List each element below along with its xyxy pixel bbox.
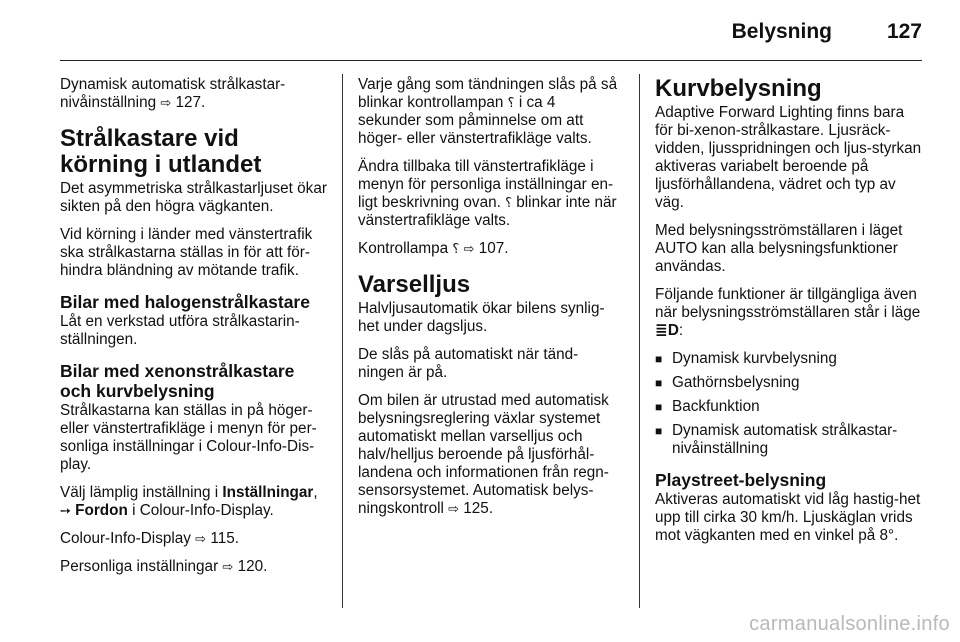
paragraph: Strålkastarna kan ställas in på höger- eller vänstertrafikläge i menyn för per-sonliga inställningar i Colour-Info-Dis-play.: [60, 402, 317, 473]
column-middle: [358, 76, 620, 528]
paragraph: Varje gång som tändningen slås på så blinkar kontrollampan ⸮ i ca 4 sekunder som påminnelse om att höger- eller vänstertrafikläge valts.: [358, 76, 618, 147]
page-reference[interactable]: 125.: [463, 500, 494, 517]
paragraph: Med belysningsströmställaren i läget AUTO kan alla belysningsfunktioner användas.: [655, 222, 903, 275]
headlight-icon: ≣D: [655, 322, 679, 339]
page-reference[interactable]: 127.: [175, 94, 206, 111]
reference-arrow-icon: ⇨: [195, 531, 207, 546]
paragraph: Halvljusautomatik ökar bilens synlig-het under dagsljus.: [358, 300, 605, 335]
subsection-heading: Playstreet-belysning: [655, 470, 827, 490]
watermark: carmanualsonline.info: [749, 613, 950, 635]
list-item: ■ Dynamisk automatisk strålkastar-nivåinställning: [655, 422, 925, 458]
function-list: [655, 350, 925, 458]
subsection-heading: Bilar med halogenstrålkastare: [60, 292, 310, 312]
paragraph: Colour-Info-Display ⇨ 115.: [60, 530, 239, 547]
paragraph: Ändra tillbaka till vänstertrafikläge i menyn för personliga inställningar en-ligt beskrivning ovan. ⸮ blinkar inte när vänstertrafikläge valts.: [358, 158, 617, 229]
list-item: ■ Dynamisk kurvbelysning: [655, 350, 925, 368]
lamp-icon: ⸮: [505, 195, 513, 210]
paragraph: Om bilen är utrustad med automatisk belysningsreglering växlar systemet automatiskt mellan varselljus och halv/helljus beroende på ljusförhål-landena och informationen från regn-sensorsystemet. Automatisk belys-ningskontroll ⇨ 125.: [358, 392, 609, 517]
reference-arrow-icon: ⇨: [222, 559, 234, 574]
list-item: ■ Gathörnsbelysning: [655, 374, 925, 392]
paragraph: Dynamisk automatisk strålkastar-nivåinställning ⇨ 127.: [60, 76, 286, 111]
column-right: [655, 76, 925, 555]
page-reference[interactable]: 120.: [237, 558, 268, 575]
paragraph: Det asymmetriska strålkastarljuset ökar sikten på den högra vägkanten.: [60, 180, 327, 215]
paragraph: Vid körning i länder med vänstertrafik ska strålkastarna ställas in för att för-hindra bländning av mötande trafik.: [60, 226, 313, 279]
menu-term: Fordon: [75, 502, 128, 519]
paragraph: De slås på automatiskt när tänd-ningen är på.: [358, 346, 579, 381]
paragraph: Personliga inställningar ⇨ 120.: [60, 558, 268, 575]
header-title: Belysning: [731, 20, 832, 43]
paragraph: Välj lämplig inställning i Inställningar, ➙ Fordon i Colour-Info-Display.: [60, 484, 318, 519]
page-header: [60, 0, 922, 61]
section-heading: Strålkastare vid körning i utlandet: [60, 125, 262, 178]
list-item: ■ Backfunktion: [655, 398, 925, 416]
subsection-heading: Bilar med xenonstrålkastare och kurvbelysning: [60, 361, 295, 401]
menu-term: Inställningar: [222, 484, 314, 501]
reference-arrow-icon: ⇨: [463, 241, 475, 256]
page-reference[interactable]: 115.: [210, 530, 239, 547]
page-reference[interactable]: 107.: [478, 240, 509, 257]
switch-position-label: AUTO: [655, 240, 698, 257]
section-heading: Kurvbelysning: [655, 75, 822, 102]
paragraph: Kontrollampa ⸮ ⇨ 107.: [358, 240, 509, 257]
lamp-icon: ⸮: [452, 241, 460, 256]
column-divider: [639, 74, 640, 608]
paragraph: Adaptive Forward Lighting finns bara för bi-xenon-strålkastare. Ljusräck-vidden, ljusspridningen och ljus-styrkan aktiveras variabelt beroende på ljusförhållandena, vädret och typ av väg.: [655, 104, 922, 211]
section-heading: Varselljus: [358, 271, 471, 298]
page-number: 127: [886, 20, 922, 43]
lamp-icon: ⸮: [507, 95, 515, 110]
paragraph: Låt en verkstad utföra strålkastarin-ställningen.: [60, 313, 300, 348]
column-divider: [342, 74, 343, 608]
paragraph: Aktiveras automatiskt vid låg hastig-het upp till cirka 30 km/h. Ljuskäglan vrids mot vägkanten med en vinkel på 8°.: [655, 491, 921, 544]
reference-arrow-icon: ⇨: [160, 95, 172, 110]
paragraph: Följande funktioner är tillgängliga även när belysningsströmställaren står i läge ≣D:: [655, 286, 921, 339]
reference-arrow-icon: ⇨: [448, 501, 460, 516]
arrow-icon: ➙: [60, 503, 71, 518]
column-left: [60, 76, 328, 586]
